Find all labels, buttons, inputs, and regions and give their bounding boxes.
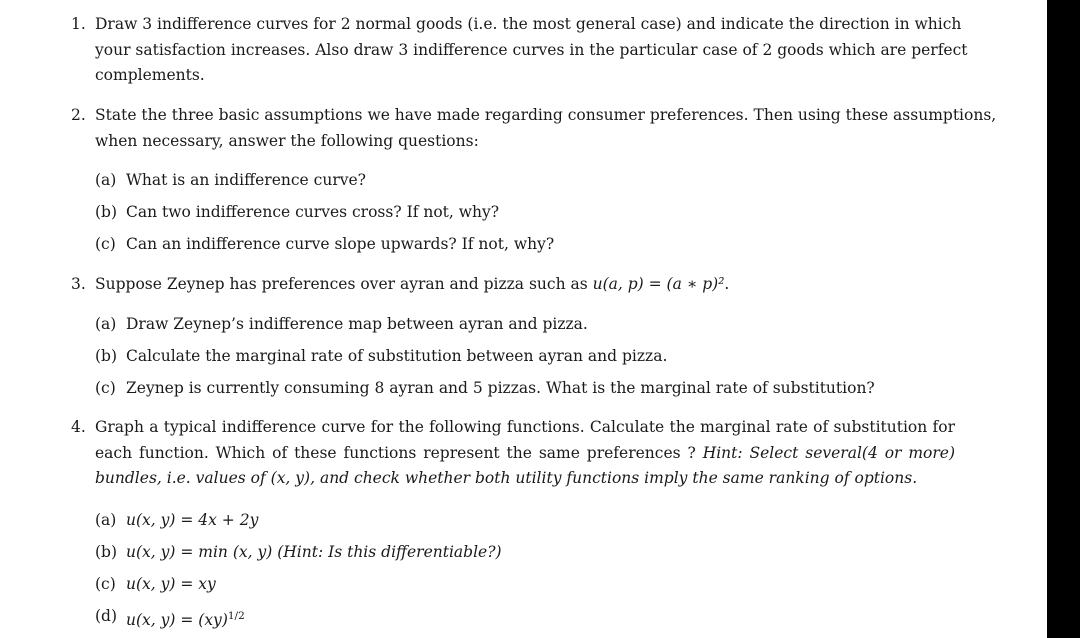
hint-text: Hint: Select several(4 or more) xyxy=(702,443,956,462)
part-text: Can an indifference curve slope upwards? If not, why? xyxy=(126,235,555,253)
question-number: 3. xyxy=(71,275,86,293)
part-content xyxy=(126,604,245,633)
question-text xyxy=(95,12,968,89)
question-line: complements. xyxy=(95,66,205,84)
part-text: What is an indifference curve? xyxy=(126,171,366,189)
question-line: State the three basic assumptions we have made regarding consumer preferences. Then using these assumptions, xyxy=(95,106,997,124)
hint-text: (Hint: Is this differentiable?) xyxy=(272,543,502,561)
utility-formula: u(x, y) = min (x, y) xyxy=(126,543,273,561)
part-text: Calculate the marginal rate of substitution between ayran and pizza. xyxy=(126,347,668,365)
part-text: Can two indifference curves cross? If not, why? xyxy=(126,203,500,221)
part-label: (c) xyxy=(95,575,116,593)
exponent: 1/2 xyxy=(227,610,245,622)
question-text-suffix: . xyxy=(724,275,730,293)
question-line: Graph a typical indifference curve for the following functions. Calculate the marginal rate of substitution for xyxy=(95,418,955,436)
question-line: Draw 3 indifference curves for 2 normal goods (i.e. the most general case) and indicate the direction in which xyxy=(95,15,962,33)
part-label: (a) xyxy=(95,315,117,333)
part-label: (b) xyxy=(95,203,118,221)
question-text xyxy=(95,103,997,154)
question-text-prefix: Suppose Zeynep has preferences over ayran and pizza such as xyxy=(95,275,593,293)
question-line: your satisfaction increases. Also draw 3 indifference curves in the particular case of 2 goods which are perfect xyxy=(95,40,968,59)
part-label: (b) xyxy=(95,543,118,561)
hint-text: bundles, i.e. values of (x, y), and check whether both utility functions imply the same ranking of options. xyxy=(95,469,918,487)
part-content xyxy=(126,540,502,565)
utility-formula: u(x, y) = 4x + 2y xyxy=(126,511,259,529)
utility-formula: u(x, y) = (xy) xyxy=(126,611,228,630)
question-line xyxy=(95,441,955,467)
question-number: 1. xyxy=(71,15,86,33)
dark-edge-strip xyxy=(1047,0,1080,638)
question-text xyxy=(95,415,955,492)
part-label: (c) xyxy=(95,235,116,253)
question-text-prefix: each function. Which of these functions represent the same preferences ? xyxy=(95,443,703,462)
part-text: Draw Zeynep’s indifference map between ayran and pizza. xyxy=(126,315,588,333)
utility-formula: u(x, y) = xy xyxy=(126,575,216,593)
utility-formula: u(a, p) = (a ∗ p)² xyxy=(592,275,725,293)
part-label: (d) xyxy=(95,607,118,625)
part-label: (b) xyxy=(95,347,118,365)
part-label: (a) xyxy=(95,511,117,529)
question-line: when necessary, answer the following questions: xyxy=(95,131,479,150)
part-label: (a) xyxy=(95,171,117,189)
question-number: 2. xyxy=(71,106,86,124)
part-text: Zeynep is currently consuming 8 ayran and 5 pizzas. What is the marginal rate of substitution? xyxy=(126,379,875,397)
part-label: (c) xyxy=(95,379,116,397)
question-number: 4. xyxy=(71,418,86,436)
question-text xyxy=(95,272,955,298)
question-line xyxy=(95,272,955,298)
